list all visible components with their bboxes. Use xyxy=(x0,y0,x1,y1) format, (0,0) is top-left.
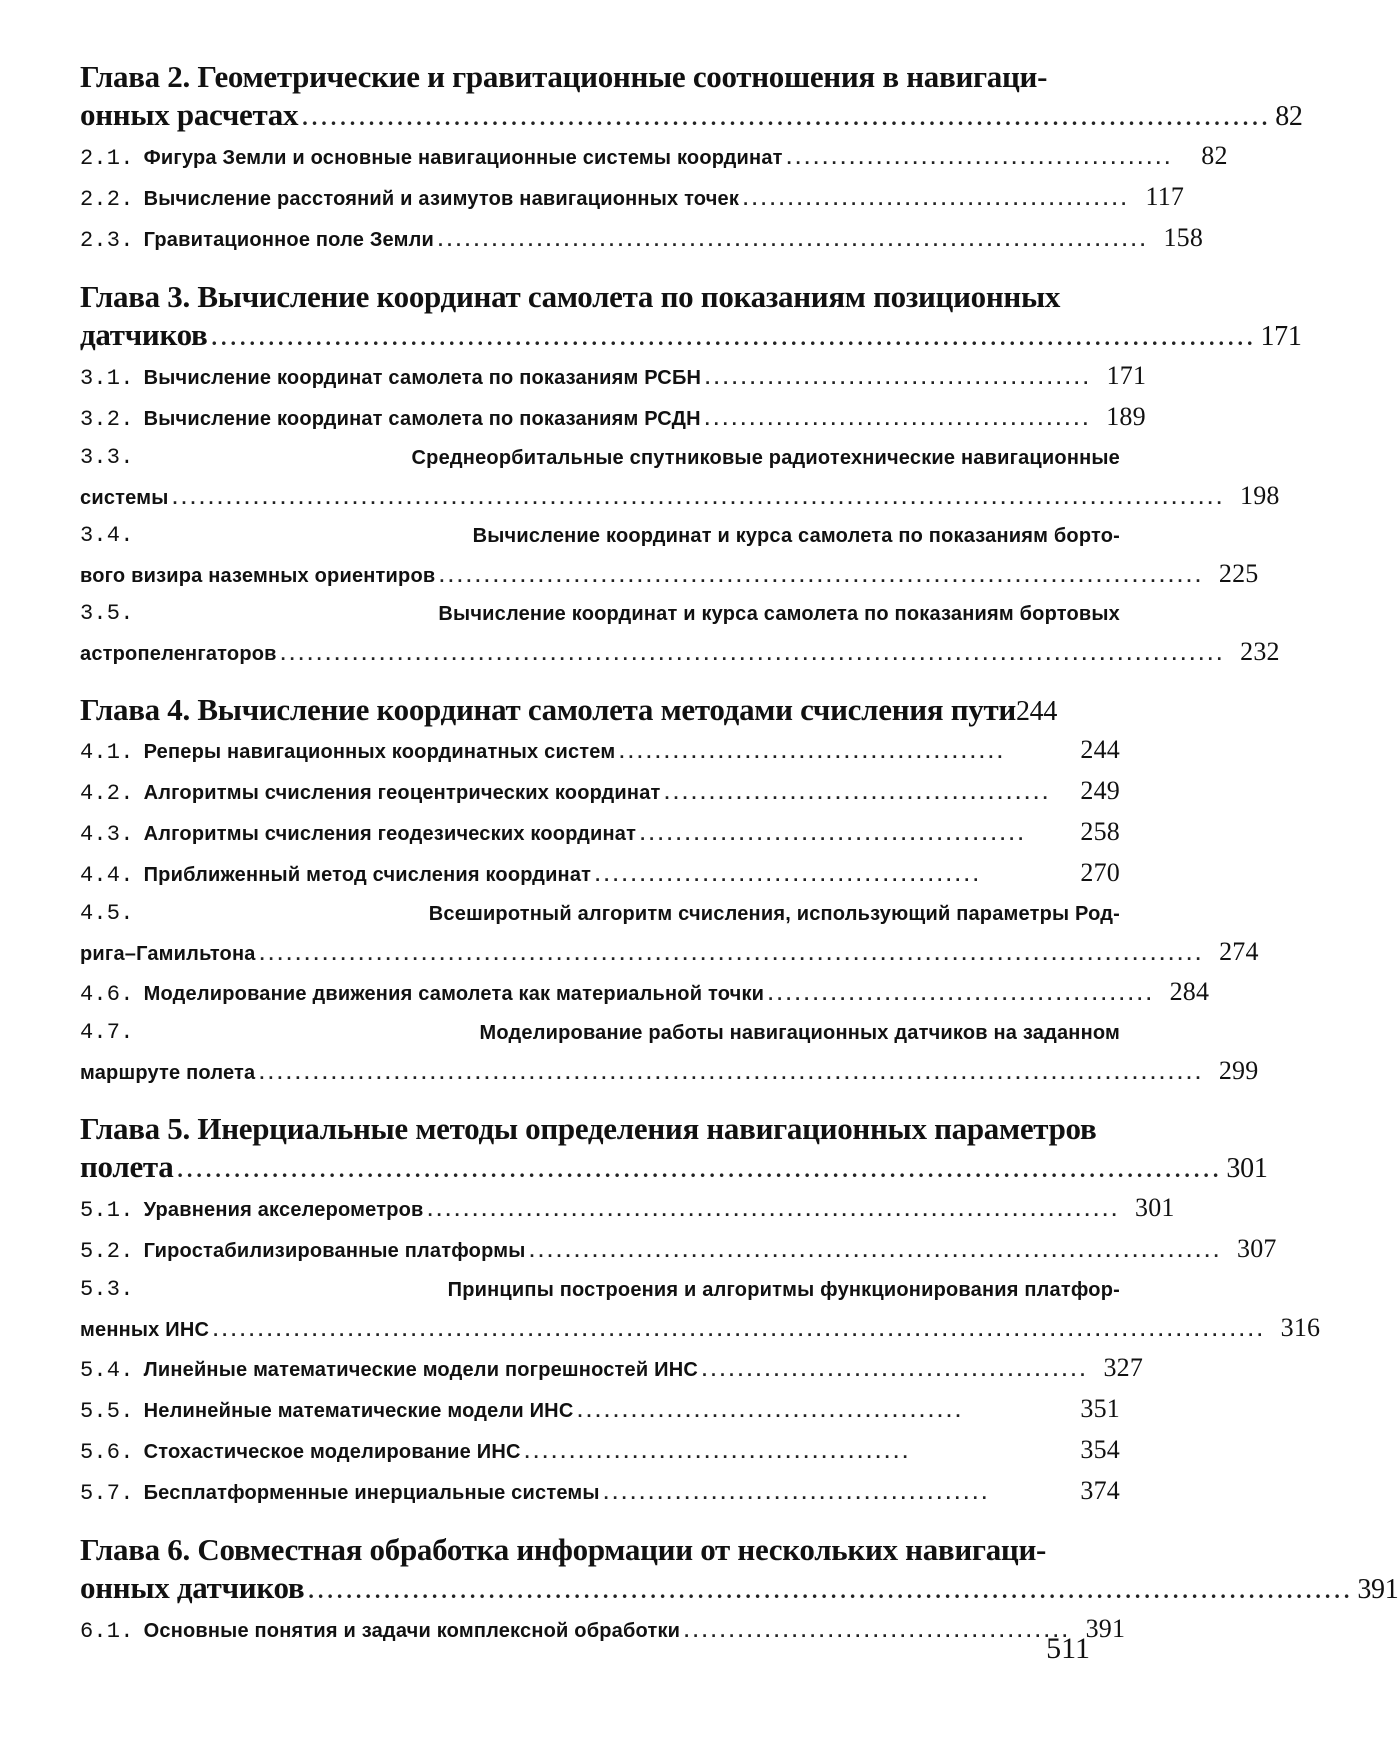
entry-title: Вычисление расстояний и азимутов навигационных точек xyxy=(143,188,740,210)
leader-dots: .............................................................................................................. xyxy=(308,1578,1354,1603)
chapter-page-number: 301 xyxy=(1226,1153,1268,1184)
chapter-page-number: 82 xyxy=(1275,101,1303,132)
entry-page-number: 232 xyxy=(1240,637,1280,666)
entry-number: 3.1. xyxy=(80,366,134,391)
entry-title-line1: Принципы построения и алгоритмы функционирования платфор- xyxy=(447,1279,1120,1301)
leader-dots: ..................................................................................... xyxy=(439,566,1205,586)
entry-number: 3.3. xyxy=(80,445,134,470)
chapter-title[interactable] xyxy=(80,691,1120,731)
entry-number: 4.2. xyxy=(80,781,134,806)
entry-number: 4.3. xyxy=(80,822,134,847)
entry-number: 4.7. xyxy=(80,1020,134,1045)
entry-title-line2: маршруте полета xyxy=(80,1062,256,1084)
entry-title-line2: астропеленгаторов xyxy=(80,643,277,665)
leader-dots: ........................................... xyxy=(684,1621,1072,1641)
toc-entry[interactable] xyxy=(80,813,1120,854)
entry-number: 5.3. xyxy=(80,1277,134,1302)
leader-dots: ........................................... xyxy=(704,409,1092,429)
chapter-title-line2: датчиков xyxy=(80,317,208,352)
chapter-title[interactable] xyxy=(80,1531,1398,1610)
entry-title-line2: менных ИНС xyxy=(80,1319,210,1341)
entry-number: 4.4. xyxy=(80,863,134,888)
leader-dots: ........................................... xyxy=(664,783,1052,803)
entry-title-line2: рига–Гамильтона xyxy=(80,943,256,965)
entry-page-number: 198 xyxy=(1240,481,1280,510)
chapter-title[interactable] xyxy=(80,1110,1268,1189)
chapter-3 xyxy=(80,278,1302,673)
leader-dots: ............................................................................. xyxy=(529,1241,1223,1261)
entry-page-number: 158 xyxy=(1163,223,1204,252)
toc-entry[interactable] xyxy=(80,1230,1277,1271)
entry-number: 5.1. xyxy=(80,1198,134,1223)
entry-page-number: 82 xyxy=(1201,141,1228,170)
leader-dots: ......................................................................................................... xyxy=(259,1063,1205,1083)
chapter-title-line2: онных расчетах xyxy=(80,97,299,132)
leader-dots: ........................................... xyxy=(786,148,1174,168)
entry-title: Вычисление координат самолета по показаниям РСДН xyxy=(143,408,701,430)
toc-entry[interactable] xyxy=(80,137,1228,178)
entry-number: 2.3. xyxy=(80,228,134,253)
entry-title: Алгоритмы счисления геодезических координат xyxy=(143,823,637,845)
entry-number: 5.4. xyxy=(80,1358,134,1383)
leader-dots: ........................................... xyxy=(705,368,1093,388)
toc-entry[interactable] xyxy=(80,357,1147,398)
entry-page-number: 316 xyxy=(1280,1313,1321,1342)
chapter-title[interactable] xyxy=(80,58,1303,137)
chapter-4 xyxy=(80,691,1259,1092)
chapter-title-text: Глава 4. Вычисление координат самолета методами счисления пути xyxy=(80,692,1016,727)
toc-entry[interactable] xyxy=(80,1271,1321,1349)
entry-title-line1: Вычисление координат и курса самолета по показаниям бортовых xyxy=(438,603,1120,625)
leader-dots: .............................................................................................................. xyxy=(211,325,1257,350)
entry-number: 4.1. xyxy=(80,740,134,765)
toc-entry[interactable] xyxy=(80,973,1210,1014)
entry-number: 3.4. xyxy=(80,523,134,548)
toc-entry[interactable] xyxy=(80,772,1120,813)
entry-number: 4.6. xyxy=(80,982,134,1007)
entry-title-line1: Моделирование работы навигационных датчиков на заданном xyxy=(479,1022,1120,1044)
toc-entry[interactable] xyxy=(80,1610,1126,1651)
entry-page-number: 307 xyxy=(1237,1234,1277,1263)
entry-title: Вычисление координат самолета по показаниям РСБН xyxy=(143,367,702,389)
leader-dots: ........................................... xyxy=(595,865,983,885)
table-of-contents-page xyxy=(80,58,1398,1651)
entry-title-line1: Среднеорбитальные спутниковые радиотехнические навигационные xyxy=(411,447,1120,469)
entry-page-number: 270 xyxy=(1080,858,1120,887)
entry-title: Нелинейные математические модели ИНС xyxy=(143,1400,574,1422)
chapter-page-number: 391 xyxy=(1357,1574,1398,1605)
entry-number: 3.5. xyxy=(80,601,134,626)
entry-page-number: 117 xyxy=(1145,182,1185,211)
leader-dots: ............................................................................. xyxy=(427,1200,1121,1220)
entry-title-line1: Вычисление координат и курса самолета по показаниям борто- xyxy=(472,525,1120,547)
entry-title: Фигура Земли и основные навигационные системы координат xyxy=(143,147,783,169)
toc-entry[interactable] xyxy=(80,1189,1175,1230)
entry-title-line2: системы xyxy=(80,487,169,509)
leader-dots: ........................................... xyxy=(603,1483,991,1503)
entry-title: Реперы навигационных координатных систем xyxy=(143,741,616,763)
entry-page-number: 299 xyxy=(1218,1056,1259,1085)
entry-title: Бесплатформенные инерциальные системы xyxy=(143,1482,600,1504)
toc-entry[interactable] xyxy=(80,439,1280,517)
entry-page-number: 284 xyxy=(1169,977,1210,1006)
leader-dots: ............................................................................... xyxy=(438,230,1150,250)
entry-page-number: 244 xyxy=(1080,735,1120,764)
leader-dots: ...................................................................................................... xyxy=(302,105,1272,130)
leader-dots: ........................................... xyxy=(743,189,1131,209)
chapter-2 xyxy=(80,58,1303,260)
chapter-title-line1: Глава 2. Геометрические и гравитационные соотношения в навигаци- xyxy=(80,59,1048,94)
leader-dots: ........................................... xyxy=(702,1360,1090,1380)
entry-page-number: 327 xyxy=(1103,1353,1144,1382)
chapter-title-line1: Глава 3. Вычисление координат самолета по показаниям позиционных xyxy=(80,279,1061,314)
entry-page-number: 301 xyxy=(1135,1193,1175,1222)
entry-title-line1: Всеширотный алгоритм счисления, использующий параметры Род- xyxy=(428,903,1120,925)
entry-number: 6.1. xyxy=(80,1619,134,1644)
leader-dots: ........................................... xyxy=(768,984,1156,1004)
toc-entry[interactable] xyxy=(80,895,1259,973)
entry-page-number: 249 xyxy=(1080,776,1120,805)
chapter-title-line2: полета xyxy=(80,1149,174,1184)
toc-entry[interactable] xyxy=(80,517,1259,595)
entry-number: 5.2. xyxy=(80,1239,134,1264)
leader-dots: ......................................................................................................... xyxy=(259,944,1205,964)
entry-page-number: 274 xyxy=(1219,937,1259,966)
entry-number: 5.7. xyxy=(80,1481,134,1506)
entry-page-number: 374 xyxy=(1080,1476,1120,1505)
entry-title: Основные понятия и задачи комплексной обработки xyxy=(143,1620,681,1642)
toc-entry[interactable] xyxy=(80,398,1146,439)
entry-title: Приближенный метод счисления координат xyxy=(143,864,592,886)
chapter-page-number: 171 xyxy=(1260,321,1302,352)
leader-dots: ........................................... xyxy=(524,1442,912,1462)
leader-dots: ........................................... xyxy=(640,824,1028,844)
entry-page-number: 354 xyxy=(1080,1435,1120,1464)
leader-dots: .............................................................................................................. xyxy=(177,1157,1223,1182)
entry-page-number: 258 xyxy=(1080,817,1120,846)
chapter-title-line1: Глава 6. Совместная обработка информации от нескольких навигаци- xyxy=(80,1532,1047,1567)
entry-number: 2.1. xyxy=(80,146,134,171)
entry-title-line2: вого визира наземных ориентиров xyxy=(80,565,436,587)
entry-page-number: 351 xyxy=(1080,1394,1120,1423)
toc-entry[interactable] xyxy=(80,178,1185,219)
toc-entry[interactable] xyxy=(80,219,1204,260)
chapter-title[interactable] xyxy=(80,278,1302,357)
toc-entry[interactable] xyxy=(80,1349,1144,1390)
entry-page-number: 189 xyxy=(1106,402,1146,431)
entry-number: 5.5. xyxy=(80,1399,134,1424)
entry-number: 4.5. xyxy=(80,901,134,926)
chapter-title-line2: онных датчиков xyxy=(80,1570,305,1605)
page-number: 511 xyxy=(1046,1632,1090,1665)
toc-entry[interactable] xyxy=(80,595,1280,673)
entry-title: Уравнения акселерометров xyxy=(143,1199,424,1221)
chapter-title-line1: Глава 5. Инерциальные методы определения навигационных параметров xyxy=(80,1111,1097,1146)
chapter-6 xyxy=(80,1531,1398,1651)
entry-number: 5.6. xyxy=(80,1440,134,1465)
entry-page-number: 171 xyxy=(1106,361,1147,390)
entry-title: Линейные математические модели погрешностей ИНС xyxy=(143,1359,698,1381)
entry-page-number: 225 xyxy=(1218,559,1259,588)
entry-title: Гравитационное поле Земли xyxy=(143,229,434,251)
leader-dots: ..................................................................................................................... xyxy=(213,1320,1267,1340)
chapter-5 xyxy=(80,1110,1321,1513)
entry-title: Моделирование движения самолета как материальной точки xyxy=(143,983,765,1005)
entry-title: Гиростабилизированные платформы xyxy=(143,1240,526,1262)
toc-entry[interactable] xyxy=(80,731,1120,772)
toc-entry[interactable] xyxy=(80,1472,1120,1513)
toc-entry[interactable] xyxy=(80,854,1120,895)
entry-page-number: 391 xyxy=(1085,1614,1126,1643)
leader-dots: ......................................................................................................... xyxy=(280,644,1226,664)
toc-entry[interactable] xyxy=(80,1014,1259,1092)
leader-dots: ..................................................................................................................... xyxy=(172,488,1226,508)
chapter-page-number: 244 xyxy=(1015,696,1058,727)
toc-entry[interactable] xyxy=(80,1431,1120,1472)
entry-title: Алгоритмы счисления геоцентрических координат xyxy=(143,782,661,804)
entry-number: 3.2. xyxy=(80,407,134,432)
entry-number: 2.2. xyxy=(80,187,134,212)
leader-dots: ........................................... xyxy=(577,1401,965,1421)
leader-dots: ........................................... xyxy=(619,742,1007,762)
table-of-contents xyxy=(80,58,1398,1651)
entry-title: Стохастическое моделирование ИНС xyxy=(143,1441,521,1463)
toc-entry[interactable] xyxy=(80,1390,1120,1431)
